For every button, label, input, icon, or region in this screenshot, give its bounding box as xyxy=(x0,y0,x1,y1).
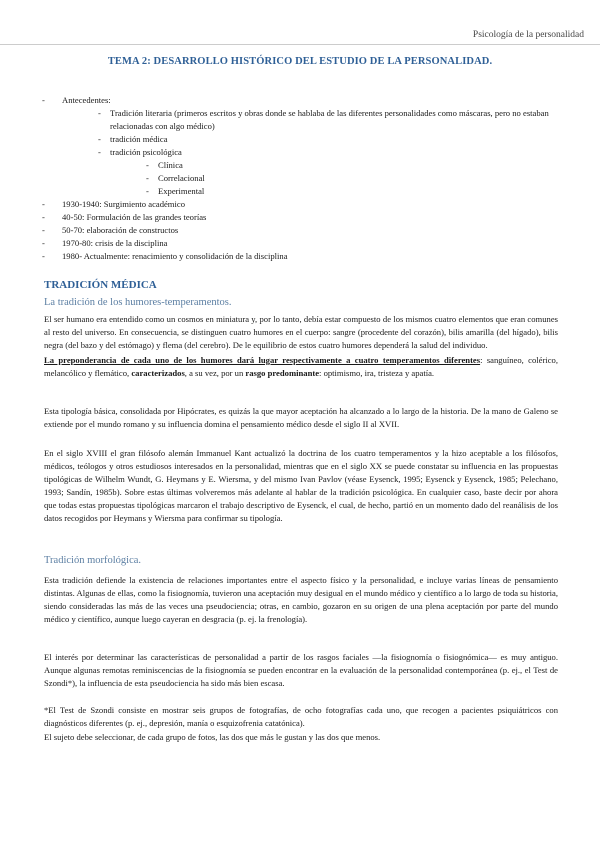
paragraph: Esta tradición defiende la existencia de relaciones importantes entre el aspecto físico y la personalidad, e incluye varias líneas de pensamiento distintas. Algunas de ellas, como la fisiognomía, tuvieron una aceptación muy desigual en el mundo médico y científico a lo largo de toda su historia, siendo consideradas las más de las veces una pseudociencia; otras, en cambio, gozaron en su origen de una plena aceptación por parte del mundo médico y científico, aunque luego cayeran en desgracia (p. ej. la frenología). xyxy=(44,575,558,624)
list-item: - Correlacional xyxy=(146,173,205,183)
paragraph: La preponderancia de cada uno de los humores dará lugar respectivamente a cuatro temperamentos diferentes: sanguíneo, colérico, melancólico y flemático, caracterizados, a su vez, por un rasgo predominante: optimismo, ira, tristeza y apatía. xyxy=(44,355,558,378)
header-divider xyxy=(0,44,600,45)
list-item: - Clínica xyxy=(146,160,183,170)
list-item: - tradición médica xyxy=(98,134,168,144)
paragraph: El ser humano era entendido como un cosmos en miniatura y, por lo tanto, debía estar compuesto de los mismos cuatro elementos que eran comunes al resto del universo. En consecuencia, se distinguen cuatro humores en el cuerpo: sangre (procedente del corazón), bilis amarilla (del hígado), bilis negra (del bazo y del estómago) y flema (del cerebro). De le equilibrio de estos cuatro humores dependerá la salud del individuo. xyxy=(44,314,558,350)
page-title: TEMA 2: DESARROLLO HISTÓRICO DEL ESTUDIO DE LA PERSONALIDAD. xyxy=(107,56,493,67)
list-item: - 1980- Actualmente: renacimiento y consolidación de la disciplina xyxy=(42,251,288,261)
antecedentes-list xyxy=(42,94,562,263)
running-header: Psicología de la personalidad xyxy=(472,30,584,40)
subheading-humores: La tradición de los humores-temperamentos. xyxy=(44,297,232,308)
list-item: - Tradición literaria (primeros escritos y obras donde se hablaba de las diferentes personalidades como máscaras, pero no estaban relacionadas con algo médico) xyxy=(98,108,549,131)
paragraph: El sujeto debe seleccionar, de cada grupo de fotos, las dos que más le gustan y las dos que menos. xyxy=(44,732,381,742)
list-item: - Antecedentes: xyxy=(42,95,111,105)
paragraph: Esta tipología básica, consolidada por Hipócrates, es quizás la que mayor aceptación ha alcanzado a lo largo de la historia. De la mano de Galeno se extiende por el mundo romano y su influencia domina el pensamiento médico desde el siglo II al XVII. xyxy=(44,406,558,429)
subheading-morfologica: Tradición morfológica. xyxy=(44,555,142,566)
list-item: - Experimental xyxy=(146,186,205,196)
list-item: - 1970-80: crisis de la disciplina xyxy=(42,238,168,248)
list-item: - 50-70: elaboración de constructos xyxy=(42,225,179,235)
paragraph: En el siglo XVIII el gran filósofo alemán Immanuel Kant actualizó la doctrina de los cuatro temperamentos y la hizo aceptable a los filósofos, médicos, teólogos y otros estudiosos interesados en la personalidad, mientras que en el siglo XX se puede constatar su influencia en las propuestas tipológicas de Wilhelm Wundt, G. Heymans y E. Wiersma, y del mismo Ivan Pavlov (véase Eysenck, 1995; Eysenck y Eysenck, 1985; Pelechano, 1993; Sandín, 1985b). Sobre estas últimas volveremos más adelante al hablar de la tradición psicológica. En cualquier caso, baste decir por ahora que todas estas propuestas tipológicas marcaron el trabajo descriptivo de Eysenck, el cual, de hecho, partió en un momento dado del reanálisis de los datos recogidos por Heymans y Wiersma para confirmar su tipología. xyxy=(44,448,558,523)
list-item: - 1930-1940: Surgimiento académico xyxy=(42,199,185,209)
list-item: - 40-50: Formulación de las grandes teorías xyxy=(42,212,207,222)
section-heading-tradicion-medica: TRADICIÓN MÉDICA xyxy=(44,279,157,291)
footnote-paragraph: *El Test de Szondi consiste en mostrar seis grupos de fotografías, de ocho fotografías cada uno, que recogen a pacientes psiquiátricos con diagnósticos diferentes (p. ej., depresión, manía o esquizofrenia catatónica). xyxy=(44,705,558,728)
paragraph: El interés por determinar las características de personalidad a partir de los rasgos faciales —la fisiognomía o fisiognómica— es muy antiguo. Aunque algunas remotas reminiscencias de la fisiognomía se pueden encontrar en la evaluación de la personalidad contemporánea (p. ej., el Test de Szondi*), la influencia de esta pseudociencia ha sido más bien escasa. xyxy=(44,652,558,688)
list-item: - tradición psicológica xyxy=(98,147,182,157)
